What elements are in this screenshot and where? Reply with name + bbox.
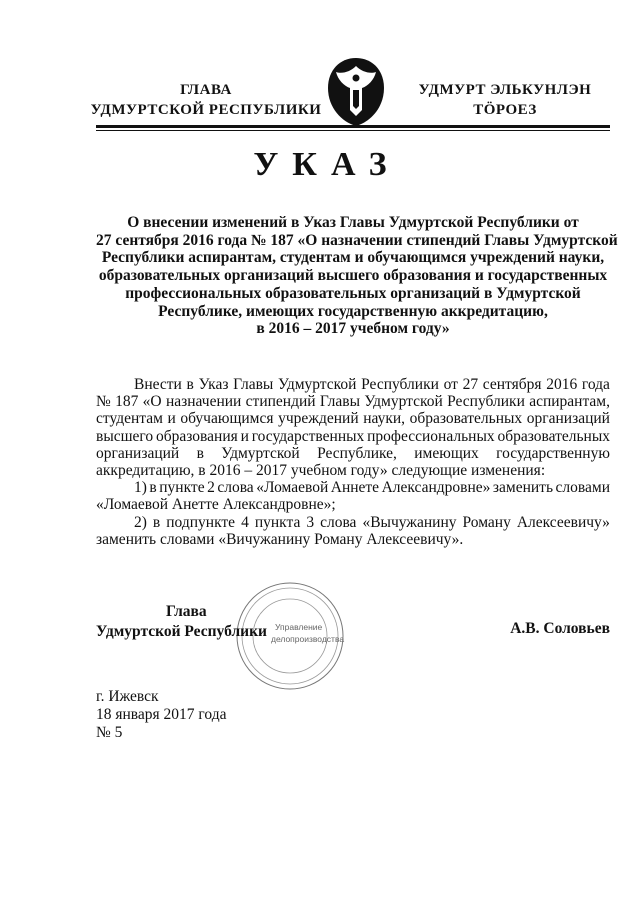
signatory-title-line1: Глава <box>166 603 207 620</box>
body-line: 2) в подпункте 4 пункта 3 слова «Вычужанину Роману Алексеевичу» <box>134 513 610 531</box>
body-line: № 187 «О назначении стипендий Главы Удмуртской Республики аспирантам, <box>96 393 610 411</box>
body-line: «Ломаевой Анетте Александровне»; <box>96 496 336 514</box>
decree-body <box>96 376 610 548</box>
body-line: студентам и обучающимся учреждений науки, образовательных организаций <box>96 410 610 428</box>
issuer-ru <box>86 80 326 120</box>
subject-line: Республике, имеющих государственную аккредитацию, <box>158 302 548 320</box>
subject-line: О внесении изменений в Указ Главы Удмуртской Республики от <box>127 214 579 231</box>
issue-date: 18 января 2017 года <box>96 706 227 723</box>
subject-line: 27 сентября 2016 года № 187 «О назначении стипендий Главы Удмуртской <box>96 231 618 249</box>
body-line: 1) в пункте 2 слова «Ломаевой Аннете Александровне» заменить словами <box>134 479 610 497</box>
body-line: аккредитацию, в 2016 – 2017 учебном году» следующие изменения: <box>96 462 546 480</box>
subject-line: Республики аспирантам, студентам и обучающимся учреждений науки, <box>101 249 605 267</box>
decree-number: № 5 <box>96 724 123 741</box>
udmurt-emblem-icon <box>326 56 386 128</box>
issue-details <box>96 688 226 742</box>
signatory-title-line2: Удмуртской Республики <box>96 623 267 640</box>
issuer-udm-line1: УДМУРТ ЭЛЬКУНЛЭН <box>418 82 592 98</box>
subject-line: профессиональных образовательных организаций в Удмуртской <box>125 284 581 302</box>
body-line: Внести в Указ Главы Удмуртской Республики от 27 сентября 2016 года <box>134 376 610 393</box>
decree-subject <box>96 214 618 338</box>
body-line: высшего образования и государственных профессиональных образовательных <box>96 427 610 445</box>
issuer-udm-line2: ТӦРОЕЗ <box>473 102 537 118</box>
issue-place: г. Ижевск <box>96 688 159 705</box>
header-rule-thick <box>96 125 610 128</box>
stamp-line1: Управление <box>275 622 323 632</box>
document-type-title: УКАЗ <box>253 146 401 183</box>
body-line: организаций в Удмуртской Республике, имеющих государственную <box>96 444 610 462</box>
header-rule-thin <box>96 130 610 131</box>
body-line: заменить словами «Вичужанину Роману Алексеевичу». <box>96 530 464 548</box>
issuer-ru-line1: ГЛАВА <box>180 82 232 98</box>
signatory-title <box>96 602 267 642</box>
issuer-ru-line2: УДМУРТСКОЙ РЕСПУБЛИКИ <box>90 102 322 118</box>
signatory-name: А.В. Соловьев <box>510 620 610 637</box>
issuer-udm <box>410 80 600 120</box>
subject-line: в 2016 – 2017 учебном году» <box>256 320 450 338</box>
subject-line: образовательных организаций высшего образования и государственных <box>98 267 608 285</box>
stamp-line2: делопроизводства <box>271 634 345 644</box>
